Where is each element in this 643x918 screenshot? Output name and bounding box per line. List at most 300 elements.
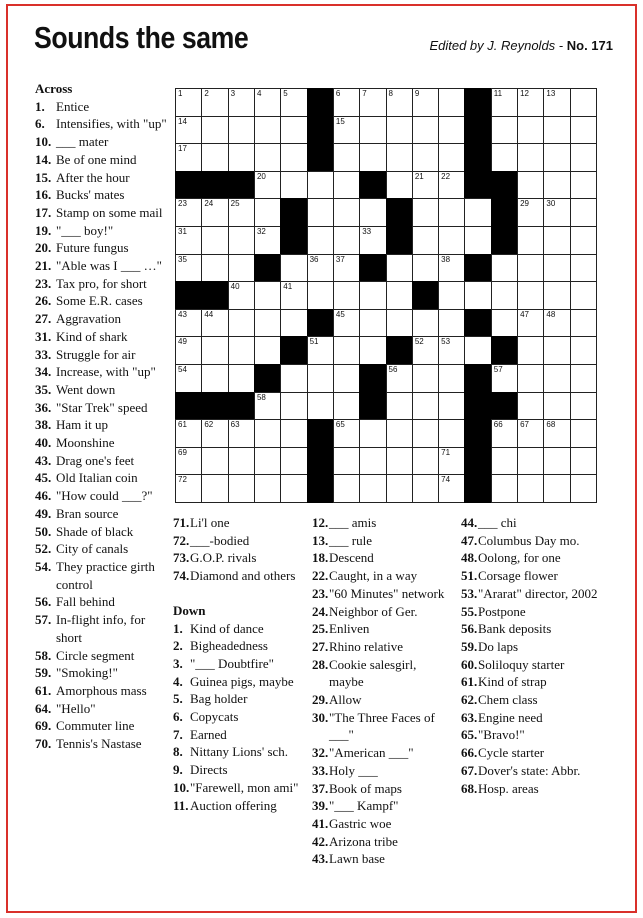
grid-cell[interactable] [543,392,570,421]
clue-number: 54. [35,558,52,574]
clue-item [173,779,309,797]
grid-cell[interactable] [333,419,360,448]
grid-cell[interactable] [438,474,465,503]
clue-number: 4. [173,673,183,689]
clue-item [35,505,170,523]
grid-cell[interactable] [201,88,228,117]
clue-item [461,656,601,674]
grid-cell[interactable] [201,364,228,393]
black-square [254,364,281,393]
grid-cell[interactable] [491,364,518,393]
grid-cell[interactable] [175,474,202,503]
grid-cell[interactable] [543,281,570,310]
grid-cell[interactable] [228,281,255,310]
grid-cell[interactable] [438,309,465,338]
clues-column-4 [461,514,601,797]
grid-cell[interactable] [438,143,465,172]
grid-cell[interactable] [412,198,439,227]
grid-cell[interactable] [491,447,518,476]
grid-cell[interactable] [175,226,202,255]
grid-cell[interactable] [228,309,255,338]
clue-item [35,664,170,682]
cell-number: 48 [546,309,556,319]
clue-item [35,292,170,310]
grid-cell[interactable] [438,171,465,200]
grid-cell[interactable] [543,198,570,227]
grid-cell[interactable] [438,281,465,310]
clue-number: 68. [461,780,478,796]
grid-cell[interactable] [570,336,597,365]
clue-number: 23. [35,275,52,291]
clue-item [173,708,309,726]
grid-cell[interactable] [412,336,439,365]
grid-cell[interactable] [543,143,570,172]
grid-cell[interactable] [517,392,544,421]
grid-cell[interactable] [175,336,202,365]
clue-item [35,310,170,328]
clue-text: Intensifies, with "up" [56,116,167,132]
grid-cell[interactable] [228,116,255,145]
grid-cell[interactable] [386,88,413,117]
clue-item [312,762,452,780]
grid-cell[interactable] [386,254,413,283]
clue-text: Fall behind [56,594,115,610]
grid-cell[interactable] [517,474,544,503]
grid-cell[interactable] [543,447,570,476]
clue-number: 6. [173,709,183,725]
grid-cell[interactable] [517,116,544,145]
grid-cell[interactable] [438,392,465,421]
grid-cell[interactable] [307,254,334,283]
clue-item [35,328,170,346]
grid-cell[interactable] [175,419,202,448]
cell-number: 71 [441,447,451,457]
grid-cell[interactable] [333,447,360,476]
grid-cell[interactable] [228,198,255,227]
clue-text: Tax pro, for short [56,275,147,291]
clue-text: Entice [56,98,90,114]
clue-text: Drag one's feet [56,452,135,468]
clue-item [312,797,452,815]
grid-cell[interactable] [333,198,360,227]
grid-cell[interactable] [201,309,228,338]
grid-cell[interactable] [570,419,597,448]
grid-cell[interactable] [201,336,228,365]
grid-cell[interactable] [386,447,413,476]
clue-number: 48. [461,550,478,566]
grid-cell[interactable] [201,447,228,476]
grid-cell[interactable] [491,309,518,338]
clue-text: Dover's state: Abbr. [478,762,581,778]
cell-number: 12 [520,89,529,98]
grid-cell[interactable] [359,447,386,476]
grid-cell[interactable] [254,143,281,172]
clue-number: 52. [35,541,52,557]
grid-cell[interactable] [333,474,360,503]
grid-cell[interactable] [570,474,597,503]
grid-cell[interactable] [412,116,439,145]
grid-cell[interactable] [333,143,360,172]
grid-cell[interactable] [254,226,281,255]
grid-cell[interactable] [412,474,439,503]
clue-number: 6. [35,116,45,132]
grid-cell[interactable] [438,447,465,476]
clue-text: Enliven [329,621,370,637]
grid-cell[interactable] [386,392,413,421]
grid-cell[interactable] [307,364,334,393]
grid-cell[interactable] [570,116,597,145]
grid-cell[interactable] [333,254,360,283]
grid-cell[interactable] [570,364,597,393]
grid-cell[interactable] [570,88,597,117]
grid-cell[interactable] [543,88,570,117]
clue-number: 13. [312,532,329,548]
grid-cell[interactable] [517,364,544,393]
clue-number: 33. [35,346,52,362]
clue-text: "___ Doubtfire" [190,655,274,671]
clue-item [35,647,170,665]
black-square [412,281,439,310]
grid-cell[interactable] [464,336,491,365]
grid-cell[interactable] [254,392,281,421]
grid-cell[interactable] [228,226,255,255]
grid-cell[interactable] [333,116,360,145]
clue-text: Kind of dance [190,620,264,636]
clue-text: Neighbor of Ger. [329,603,418,619]
grid-cell[interactable] [570,309,597,338]
grid-cell[interactable] [175,143,202,172]
grid-cell[interactable] [359,143,386,172]
grid-cell[interactable] [228,474,255,503]
grid-cell[interactable] [228,254,255,283]
grid-cell[interactable] [438,116,465,145]
grid-cell[interactable] [517,143,544,172]
grid-cell[interactable] [570,392,597,421]
clue-number: 30. [312,709,329,725]
grid-cell[interactable] [517,198,544,227]
clue-item [35,717,170,735]
clue-item [35,611,170,646]
grid-cell[interactable] [491,88,518,117]
grid-cell[interactable] [543,171,570,200]
grid-cell[interactable] [412,392,439,421]
grid-cell[interactable] [307,392,334,421]
clue-text: G.O.P. rivals [190,550,257,566]
grid-cell[interactable] [517,419,544,448]
grid-cell[interactable] [543,336,570,365]
grid-cell[interactable] [280,88,307,117]
grid-cell[interactable] [438,364,465,393]
black-square [464,309,491,338]
clue-text: After the hour [56,169,130,185]
grid-cell[interactable] [412,143,439,172]
grid-cell[interactable] [359,198,386,227]
clue-text: Soliloquy starter [478,656,565,672]
grid-cell[interactable] [333,281,360,310]
black-square [386,226,413,255]
grid-cell[interactable] [254,419,281,448]
grid-cell[interactable] [333,336,360,365]
grid-cell[interactable] [254,281,281,310]
grid-cell[interactable] [359,336,386,365]
grid-cell[interactable] [491,254,518,283]
grid-cell[interactable] [254,171,281,200]
clue-number: 10. [173,779,190,795]
grid-cell[interactable] [517,336,544,365]
grid-cell[interactable] [491,474,518,503]
clue-number: 12. [312,515,329,530]
grid-cell[interactable] [517,309,544,338]
clue-number: 20. [35,240,52,256]
grid-cell[interactable] [228,364,255,393]
grid-cell[interactable] [254,447,281,476]
clue-text: Earned [190,726,227,742]
grid-cell[interactable] [438,226,465,255]
grid-cell[interactable] [438,336,465,365]
clue-number: 7. [173,726,183,742]
cell-number: 21 [414,171,424,181]
clue-text: Bank deposits [478,621,552,637]
down-heading: Down [173,602,206,618]
grid-cell[interactable] [228,447,255,476]
clue-item [35,98,170,116]
grid-cell[interactable] [307,281,334,310]
grid-cell[interactable] [386,143,413,172]
clue-number: 51. [461,568,478,584]
grid-cell[interactable] [386,474,413,503]
grid-cell[interactable] [254,116,281,145]
grid-cell[interactable] [201,198,228,227]
grid-cell[interactable] [464,198,491,227]
grid-cell[interactable] [543,116,570,145]
grid-cell[interactable] [254,88,281,117]
cell-number: 6 [335,89,341,98]
grid-cell[interactable] [359,226,386,255]
clue-text: "60 Minutes" network [329,585,445,601]
grid-cell[interactable] [517,254,544,283]
grid-cell[interactable] [570,143,597,172]
grid-cell[interactable] [280,171,307,200]
grid-cell[interactable] [280,364,307,393]
clue-item [312,638,452,656]
clue-number: 41. [312,815,329,831]
black-square [201,392,228,421]
grid-cell[interactable] [517,447,544,476]
grid-cell[interactable] [412,309,439,338]
black-square [307,116,334,145]
grid-cell[interactable] [333,226,360,255]
grid-cell[interactable] [254,198,281,227]
grid-cell[interactable] [386,419,413,448]
grid-cell[interactable] [543,309,570,338]
grid-cell[interactable] [543,364,570,393]
grid-cell[interactable] [201,143,228,172]
grid-cell[interactable] [412,226,439,255]
grid-cell[interactable] [175,364,202,393]
clue-item [173,673,309,691]
cell-number: 13 [546,89,556,98]
clue-number: 9. [173,762,183,778]
grid-cell[interactable] [491,419,518,448]
grid-cell[interactable] [438,198,465,227]
clue-number: 27. [35,311,52,327]
grid-cell[interactable] [359,419,386,448]
clue-item [173,514,309,532]
grid-cell[interactable] [543,226,570,255]
grid-cell[interactable] [333,364,360,393]
grid-cell[interactable] [280,447,307,476]
grid-cell[interactable] [175,254,202,283]
grid-cell[interactable] [228,88,255,117]
cell-number: 22 [441,171,451,181]
grid-cell[interactable] [280,474,307,503]
black-square [359,171,386,200]
clue-item [35,452,170,470]
grid-cell[interactable] [570,447,597,476]
clue-text: Stamp on some mail [56,204,163,220]
grid-cell[interactable] [201,254,228,283]
black-square [228,392,255,421]
clue-number: 19. [35,222,52,238]
grid-cell[interactable] [201,474,228,503]
grid-cell[interactable] [280,116,307,145]
grid-cell[interactable] [307,226,334,255]
grid-cell[interactable] [333,392,360,421]
grid-cell[interactable] [307,336,334,365]
grid-cell[interactable] [412,364,439,393]
grid-cell[interactable] [543,474,570,503]
grid-cell[interactable] [201,116,228,145]
grid-cell[interactable] [570,198,597,227]
grid-cell[interactable] [333,88,360,117]
clue-number: 69. [35,718,52,734]
grid-cell[interactable] [438,254,465,283]
grid-cell[interactable] [175,309,202,338]
grid-cell[interactable] [543,419,570,448]
grid-cell[interactable] [386,309,413,338]
grid-cell[interactable] [570,281,597,310]
black-square [464,474,491,503]
clue-number: 3. [173,655,183,671]
black-square [464,392,491,421]
clue-number: 53. [461,585,478,601]
grid-cell[interactable] [201,419,228,448]
grid-cell[interactable] [491,116,518,145]
grid-cell[interactable] [175,88,202,117]
clue-text: City of canals [56,541,129,557]
grid-cell[interactable] [570,254,597,283]
grid-cell[interactable] [412,88,439,117]
grid-cell[interactable] [517,281,544,310]
grid-cell[interactable] [280,281,307,310]
grid-cell[interactable] [280,309,307,338]
grid-cell[interactable] [570,171,597,200]
cell-number: 53 [441,337,451,347]
grid-cell[interactable] [254,309,281,338]
grid-cell[interactable] [280,392,307,421]
grid-cell[interactable] [543,254,570,283]
clue-item [35,346,170,364]
grid-cell[interactable] [359,88,386,117]
grid-cell[interactable] [254,474,281,503]
grid-cell[interactable] [228,143,255,172]
grid-cell[interactable] [228,336,255,365]
clue-number: 2. [173,638,183,654]
clue-number: 22. [312,568,329,584]
grid-cell[interactable] [438,419,465,448]
clue-number: 42. [312,833,329,849]
grid-cell[interactable] [175,447,202,476]
grid-cell[interactable] [307,198,334,227]
grid-cell[interactable] [359,281,386,310]
grid-cell[interactable] [359,474,386,503]
grid-cell[interactable] [491,281,518,310]
grid-cell[interactable] [359,116,386,145]
black-square [359,364,386,393]
cell-number: 9 [414,89,420,98]
grid-cell[interactable] [280,254,307,283]
clue-text: "Able was I ___ …" [56,258,162,274]
grid-cell[interactable] [412,171,439,200]
editor-line: Edited by J. Reynolds - [429,38,564,53]
grid-cell[interactable] [570,226,597,255]
clue-number: 56. [35,594,52,610]
cell-number: 41 [283,282,293,292]
grid-cell[interactable] [386,281,413,310]
grid-cell[interactable] [464,281,491,310]
grid-cell[interactable] [517,226,544,255]
grid-cell[interactable] [280,143,307,172]
grid-cell[interactable] [517,171,544,200]
grid-cell[interactable] [307,171,334,200]
grid-cell[interactable] [254,336,281,365]
grid-cell[interactable] [201,226,228,255]
clue-text: Guinea pigs, maybe [190,673,294,689]
clue-number: 64. [35,700,52,716]
cell-number: 25 [230,199,240,209]
clue-item [312,691,452,709]
clue-text: They practice girth control [56,558,155,592]
clue-text: Cycle starter [478,745,545,761]
grid-cell[interactable] [386,364,413,393]
grid-cell[interactable] [175,198,202,227]
clues-column-3 [312,514,452,868]
grid-cell[interactable] [386,116,413,145]
grid-cell[interactable] [412,254,439,283]
cell-number: 54 [178,365,187,374]
black-square [175,392,202,421]
clue-text: Struggle for air [56,346,136,362]
black-square [464,364,491,393]
grid-cell[interactable] [517,88,544,117]
grid-cell[interactable] [386,171,413,200]
grid-cell[interactable] [333,309,360,338]
black-square [491,171,518,200]
grid-cell[interactable] [438,88,465,117]
grid-cell[interactable] [491,143,518,172]
clue-item [173,532,309,550]
grid-cell[interactable] [228,419,255,448]
grid-cell[interactable] [464,226,491,255]
grid-cell[interactable] [333,171,360,200]
grid-cell[interactable] [412,447,439,476]
grid-cell[interactable] [175,116,202,145]
clue-item [461,673,601,691]
clue-text: Chem class [478,692,538,708]
grid-cell[interactable] [280,419,307,448]
grid-cell[interactable] [359,309,386,338]
grid-cell[interactable] [412,419,439,448]
